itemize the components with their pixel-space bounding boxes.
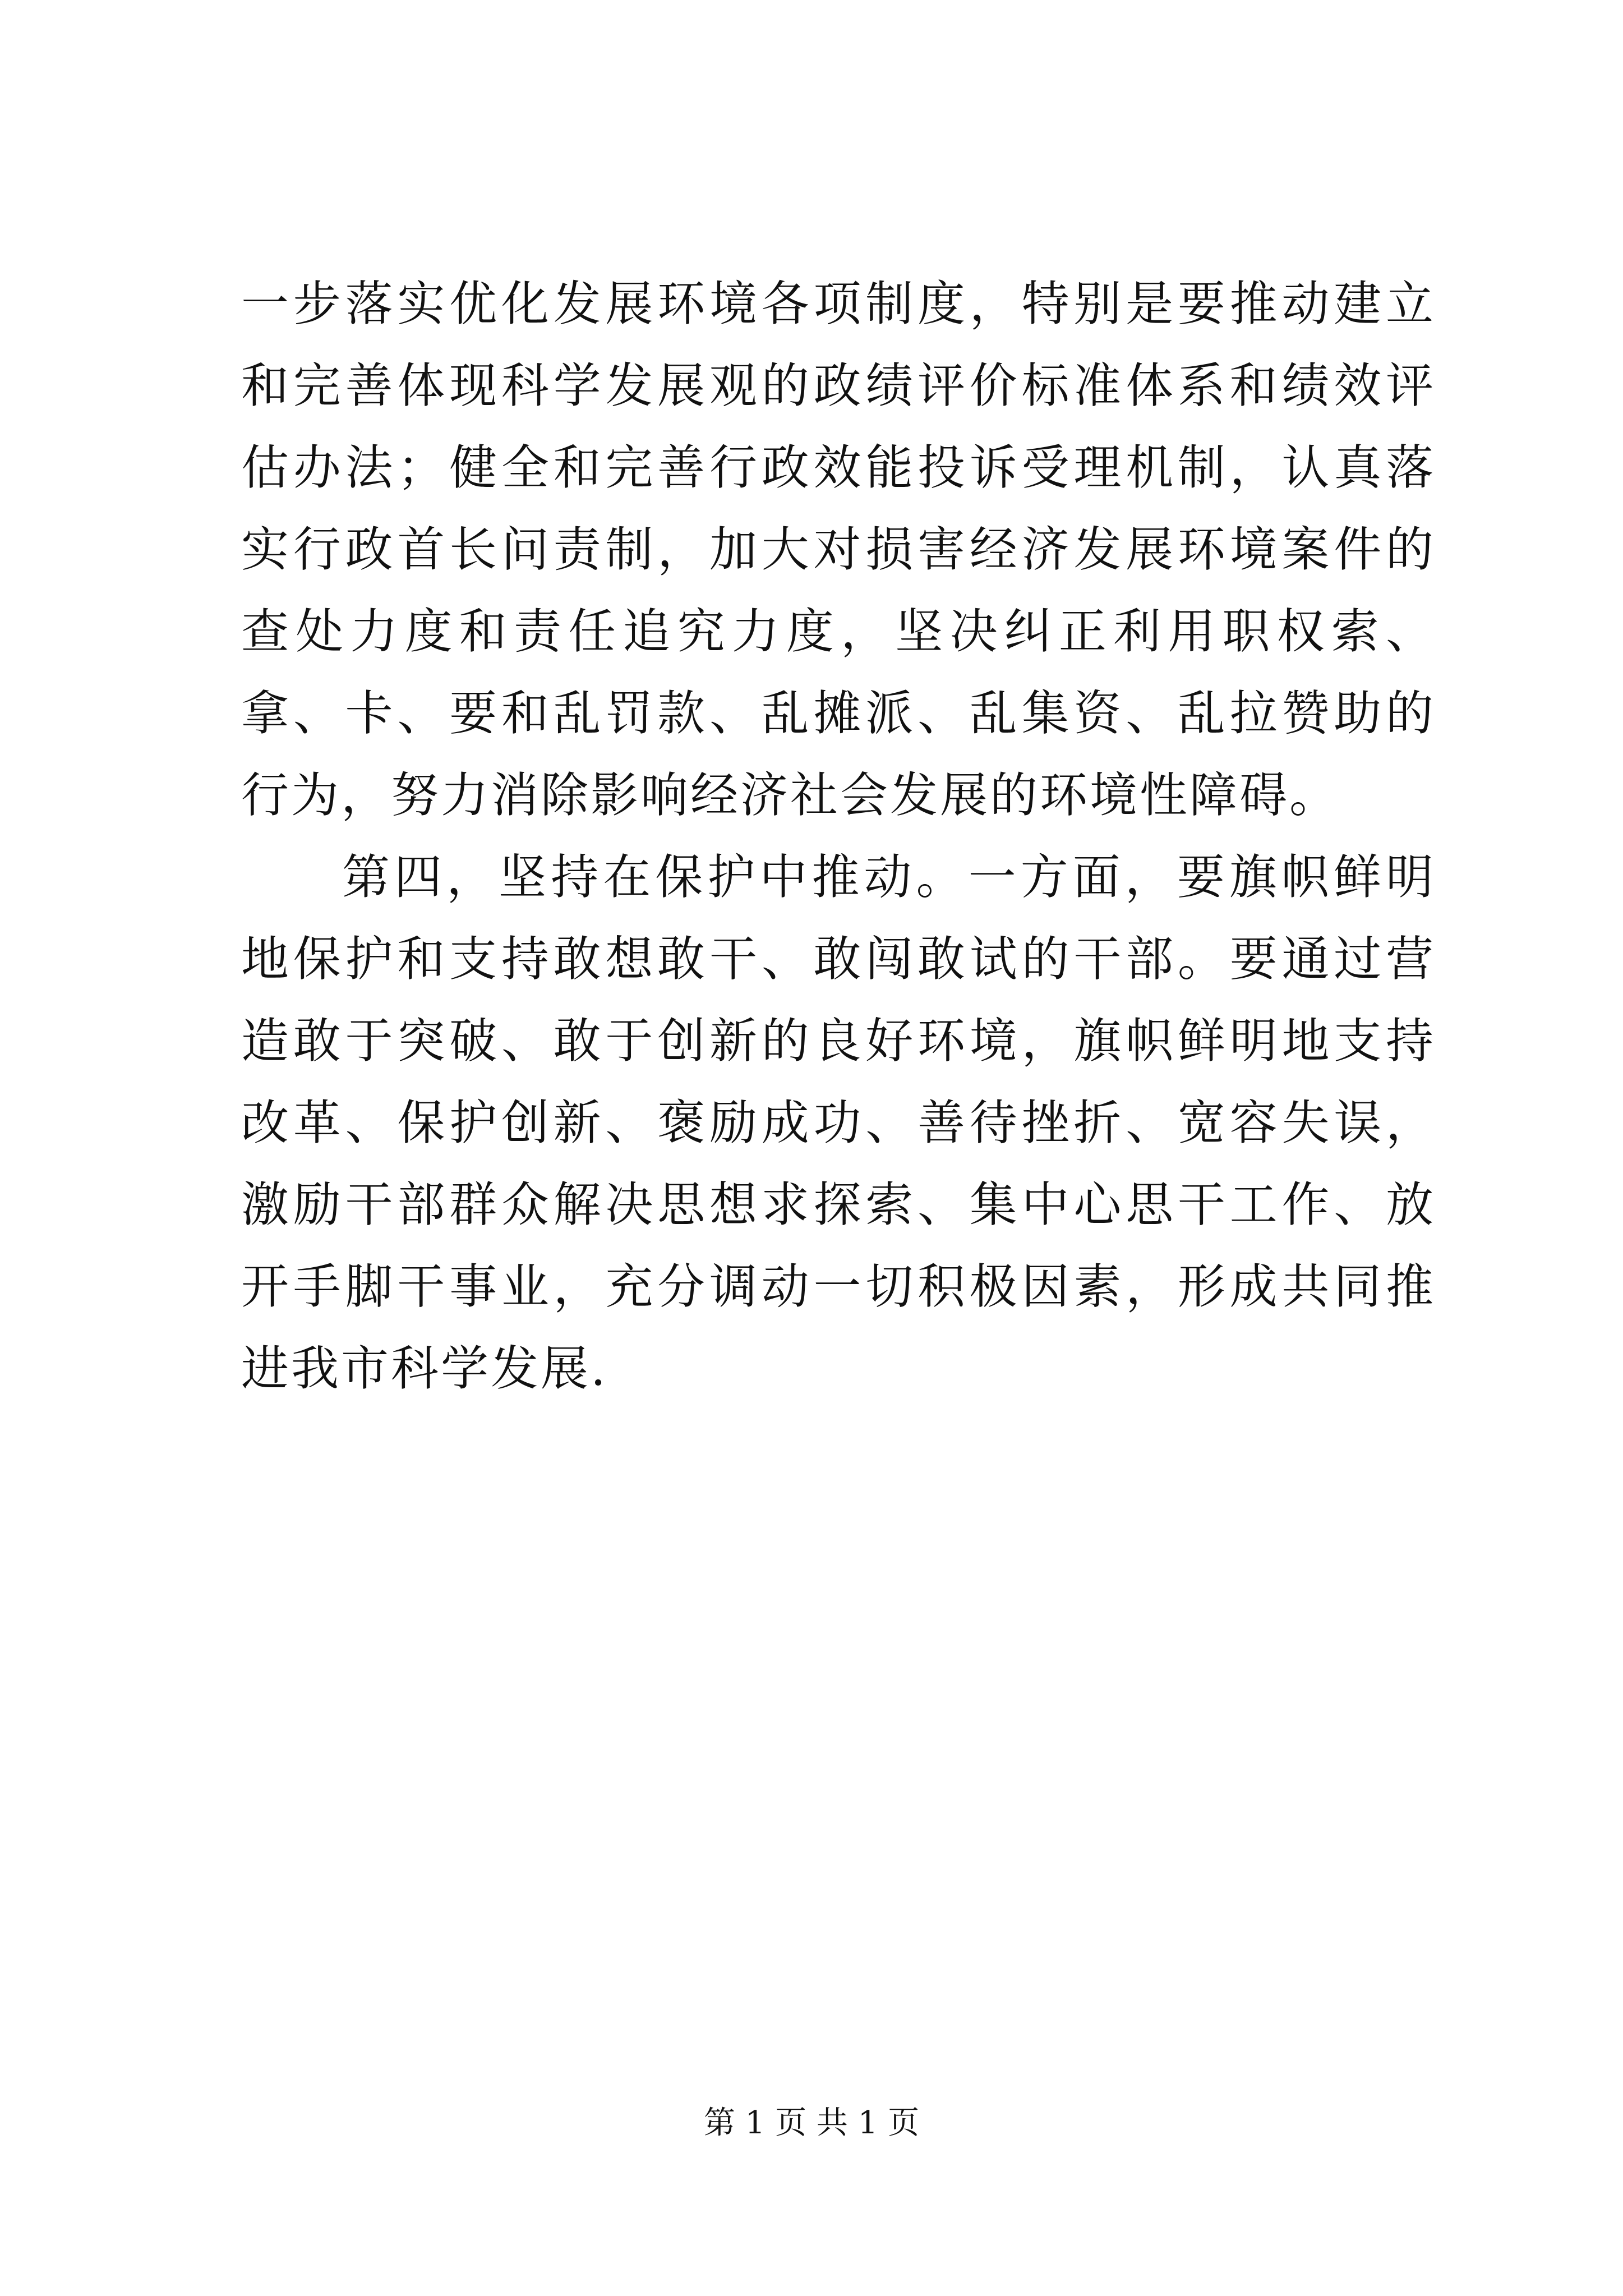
document-body (241, 264, 1436, 1410)
page-footer: 第 1 页 共 1 页 (703, 2105, 920, 2141)
paragraph-continued: 一步落实优化发展环境各项制度，特别是要推动建立和完善体现科学发展观的政绩评价标准体系和绩效评估办法；健全和完善行政效能投诉受理机制，认真落实行政首长问责制，加大对损害经济发展环境案件的查处力度和责任追究力度，坚决纠正利用职权索、拿、卡、要和乱罚款、乱摊派、乱集资、乱拉赞助的行为，努力消除影响经济社会发展的环境性障碍。 (241, 277, 1436, 823)
paragraph-fourth: 第四，坚持在保护中推动。一方面，要旗帜鲜明地保护和支持敢想敢干、敢闯敢试的干部。要通过营造敢于突破、敢于创新的良好环境，旗帜鲜明地支持改革、保护创新、褒励成功、善待挫折、宽容失误，激励干部群众解决思想求探索、集中心思干工作、放开手脚干事业，充分调动一切积极因素，形成共同推进我市科学发展. (241, 850, 1436, 1397)
